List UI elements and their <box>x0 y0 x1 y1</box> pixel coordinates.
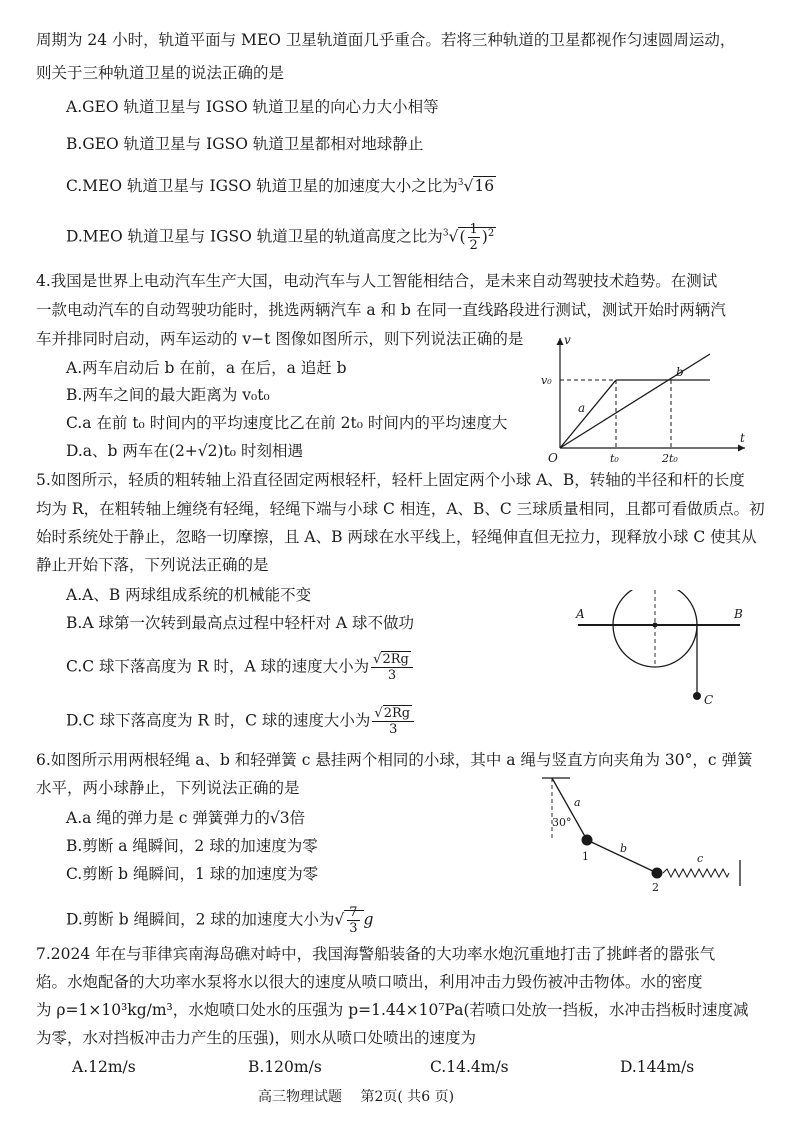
angle-label: 30° <box>552 816 572 829</box>
frac-den: 3 <box>389 722 398 737</box>
label-ball-1: 1 <box>582 850 589 863</box>
q4-option-c: C.a 在前 t₀ 时间内的平均速度比乙在前 2t₀ 时间内的平均速度大 <box>66 414 508 432</box>
radicand: 16 <box>474 177 495 196</box>
q4-option-d: D.a、b 两车在(2+√2)t₀ 时刻相遇 <box>66 442 303 460</box>
q6-option-c: C.剪断 b 绳瞬间，1 球的加速度为零 <box>66 865 319 883</box>
frac-den: 3 <box>349 921 358 936</box>
q5-option-b: B.A 球第一次转到最高点过程中轻杆对 A 球不做功 <box>66 614 414 632</box>
q3-option-c-text: C.MEO 轨道卫星与 IGSO 轨道卫星的加速度大小之比为 <box>66 177 458 196</box>
q3-line1: 周期为 24 小时，轨道平面与 MEO 卫星轨道面几乎重合。若将三种轨道的卫星都视作匀速圆周运动， <box>36 31 736 49</box>
q6-option-b: B.剪断 a 绳瞬间，2 球的加速度为零 <box>66 837 318 855</box>
q7-option-b: B.120m/s <box>248 1058 322 1076</box>
q7-line1: 7.2024 年在与菲律宾南海岛礁对峙中，我国海警船装备的大功率水炮沉重地打击了挑衅者的嚣张气 <box>36 945 716 963</box>
exponent: 2 <box>487 227 495 239</box>
q5-line2: 均为 R，在粗转轴上缠绕有轻绳，轻绳下端与小球 C 相连，A、B、C 三球质量相同，且都可看做质点。初 <box>36 500 765 518</box>
q6-line1: 6.如图所示用两根轻绳 a、b 和轻弹簧 c 悬挂两个相同的小球，其中 a 绳与竖直方向夹角为 30°，c 弹簧 <box>36 751 753 769</box>
label-a: A <box>576 607 585 621</box>
q7-option-a: A.12m/s <box>72 1058 136 1076</box>
q5-line4: 静止开始下落，下列说法正确的是 <box>36 556 269 574</box>
q5-option-d-text: D.C 球下落高度为 R 时，C 球的速度大小为 <box>66 711 371 730</box>
2t0-label: 2t₀ <box>662 452 678 465</box>
q6-line2: 水平，两小球静止，下列说法正确的是 <box>36 779 300 797</box>
root-index: 3 <box>442 228 449 239</box>
q4-line1: 4.我国是世界上电动汽车生产大国，电动汽车与人工智能相结合，是未来自动驾驶技术趋势。在测试 <box>36 272 718 290</box>
q7-line4: 为零，水对挡板冲击力产生的压强)，则水从喷口处喷出的速度为 <box>36 1029 477 1047</box>
vt-graph-figure <box>540 330 760 470</box>
line-a-label: a <box>578 401 586 415</box>
q4-line2: 一款电动汽车的自动驾驶功能时，挑选两辆汽车 a 和 b 在同一直线路段进行测试，测试开始时两辆汽 <box>36 301 726 319</box>
frac-den: 2 <box>469 238 478 253</box>
q3-option-b: B.GEO 轨道卫星与 IGSO 轨道卫星都相对地球静止 <box>66 135 424 153</box>
v-label: v <box>564 333 571 347</box>
origin-label: O <box>548 451 558 465</box>
frac-den: 3 <box>387 668 397 683</box>
t0-label: t₀ <box>610 452 619 465</box>
label-b: b <box>620 842 628 855</box>
frac-num: 2Rg <box>382 652 409 667</box>
q6-option-a: A.a 绳的弹力是 c 弹簧弹力的√3倍 <box>66 809 306 827</box>
q6-option-d-text: D.剪断 b 绳瞬间，2 球的加速度大小为 <box>66 910 335 929</box>
q5-option-a: A.A、B 两球组成系统的机械能不变 <box>66 586 312 604</box>
q3-option-a: A.GEO 轨道卫星与 IGSO 轨道卫星的向心力大小相等 <box>66 98 439 116</box>
label-c: c <box>697 852 704 865</box>
label-c: C <box>704 693 714 707</box>
line-b-label: b <box>676 365 684 379</box>
label-b: B <box>734 607 743 621</box>
q3-line2: 则关于三种轨道卫星的说法正确的是 <box>36 64 285 82</box>
frac-num: 7 <box>349 905 358 920</box>
q7-option-d: D.144m/s <box>620 1058 695 1076</box>
page-footer: 高三物理试题 第2页( 共6 页) <box>258 1089 455 1105</box>
spring-c <box>663 869 729 877</box>
label-ball-2: 2 <box>652 881 659 894</box>
frac-num: 1 <box>469 222 478 237</box>
ball-2 <box>652 868 663 879</box>
q3-option-d-text: D.MEO 轨道卫星与 IGSO 轨道卫星的轨道高度之比为 <box>66 227 443 246</box>
ball-c <box>693 692 701 700</box>
line-a-rising <box>560 380 616 448</box>
q3-option-c: C.MEO 轨道卫星与 IGSO 轨道卫星的加速度大小之比为$^3$√16 <box>66 177 495 196</box>
q4-option-a: A.两车启动后 b 在前，a 在后，a 追赶 b <box>66 359 347 377</box>
frac-num: 2Rg <box>383 706 411 721</box>
rotating-axle-figure <box>570 590 760 720</box>
q3-option-d: D.MEO 轨道卫星与 IGSO 轨道卫星的轨道高度之比为$^3$√( $\frac{1}{2}$ )$^2$ <box>66 222 495 253</box>
q4-line3: 车并排同时启动，两车运动的 v−t 图像如图所示，则下列说法正确的是 <box>36 330 524 348</box>
v0-label: v₀ <box>541 374 552 387</box>
q5-option-d: D.C 球下落高度为 R 时，C 球的速度大小为 $\frac{√2Rg}{3}$ <box>66 706 416 737</box>
q5-line3: 始时系统处于静止，忽略一切摩擦，且 A、B 两球在水平线上，轻绳伸直但无拉力，现释放小球 C 使其从 <box>36 528 757 546</box>
rope-a <box>552 778 587 840</box>
q6-option-d: D.剪断 b 绳瞬间，2 球的加速度大小为√ $\frac{7}{3}$ g <box>66 905 374 936</box>
q5-option-c-text: C.C 球下落高度为 R 时，A 球的速度大小为 <box>66 657 370 676</box>
q7-option-c: C.14.4m/s <box>430 1058 509 1076</box>
t-label: t <box>740 431 745 445</box>
q4-option-b: B.两车之间的最大距离为 v₀t₀ <box>66 386 270 404</box>
q7-line3: 为 ρ=1×10³kg/m³，水炮喷口处水的压强为 p=1.44×10⁷Pa(若喷口处放一挡板，水冲击挡板时速度减 <box>36 1001 749 1019</box>
q5-line1: 5.如图所示，轻质的粗转轴上沿直径固定两根轻杆，轻杆上固定两个小球 A、B，转轴的半径和杆的长度 <box>36 471 745 489</box>
label-a: a <box>574 796 581 809</box>
q7-line2: 焰。水炮配备的大功率水泵将水以很大的速度从喷口喷出，利用冲击力毁伤被冲击物体。水的密度 <box>36 973 703 991</box>
root-index: 3 <box>457 178 464 188</box>
g-symbol: g <box>363 910 374 929</box>
q5-option-c: C.C 球下落高度为 R 时，A 球的速度大小为 $\frac{√2Rg}{3}$ <box>66 652 415 683</box>
axle-center <box>653 623 658 628</box>
hanging-balls-figure <box>540 770 750 895</box>
